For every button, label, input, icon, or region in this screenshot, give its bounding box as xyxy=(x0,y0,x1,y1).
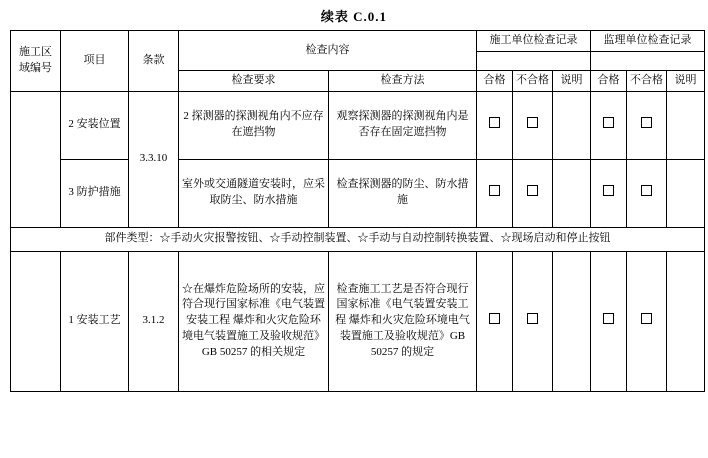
parts-type-row xyxy=(11,227,705,251)
cell-area-no-empty xyxy=(11,91,61,227)
checkbox-construction-pass[interactable] xyxy=(477,251,513,391)
header-item: 项目 xyxy=(61,31,129,92)
cell-clause: 3.3.10 xyxy=(129,91,179,227)
header-method: 检查方法 xyxy=(329,70,477,91)
checkbox-construction-fail[interactable] xyxy=(513,159,553,227)
checkbox-icon[interactable] xyxy=(527,313,538,324)
cell-item: 2 安装位置 xyxy=(61,91,129,159)
checkbox-supervision-pass[interactable] xyxy=(591,251,627,391)
checkbox-supervision-pass[interactable] xyxy=(591,159,627,227)
cell-item: 1 安装工艺 xyxy=(61,251,129,391)
cell-requirement: ☆在爆炸危险场所的安装，应符合现行国家标准《电气装置安装工程 爆炸和火灾危险环境电气装置施工及验收规范》GB 50257 的相关规定 xyxy=(179,251,329,391)
checkbox-icon[interactable] xyxy=(527,185,538,196)
checkbox-icon[interactable] xyxy=(489,313,500,324)
checkbox-icon[interactable] xyxy=(641,185,652,196)
checkbox-construction-pass[interactable] xyxy=(477,91,513,159)
header-supervision-unit-spacer xyxy=(591,51,705,70)
cell-construction-remark[interactable] xyxy=(553,251,591,391)
cell-supervision-remark[interactable] xyxy=(667,251,705,391)
header-requirement: 检查要求 xyxy=(179,70,329,91)
checkbox-icon[interactable] xyxy=(603,313,614,324)
header-construction-fail: 不合格 xyxy=(513,70,553,91)
cell-method: 检查探测器的防尘、防水措施 xyxy=(329,159,477,227)
header-supervision-remark: 说明 xyxy=(667,70,705,91)
header-clause: 条款 xyxy=(129,31,179,92)
table-row xyxy=(11,159,705,227)
table-row xyxy=(11,91,705,159)
checkbox-supervision-fail[interactable] xyxy=(627,251,667,391)
checkbox-construction-fail[interactable] xyxy=(513,251,553,391)
header-construction-pass: 合格 xyxy=(477,70,513,91)
page-title: 续表 C.0.1 xyxy=(320,9,388,24)
cell-method: 检查施工工艺是否符合现行国家标准《电气装置安装工程 爆炸和火灾危险环境电气装置施工及验收规范》GB 50257 的规定 xyxy=(329,251,477,391)
cell-requirement: 2 探测器的探测视角内不应存在遮挡物 xyxy=(179,91,329,159)
checkbox-construction-fail[interactable] xyxy=(513,91,553,159)
header-inspection-content: 检查内容 xyxy=(179,31,477,71)
cell-item: 3 防护措施 xyxy=(61,159,129,227)
table-header-row-1 xyxy=(11,31,705,52)
cell-supervision-remark[interactable] xyxy=(667,159,705,227)
checkbox-supervision-fail[interactable] xyxy=(627,91,667,159)
inspection-table xyxy=(10,30,705,392)
cell-supervision-remark[interactable] xyxy=(667,91,705,159)
checkbox-icon[interactable] xyxy=(489,185,500,196)
checkbox-construction-pass[interactable] xyxy=(477,159,513,227)
header-construction-remark: 说明 xyxy=(553,70,591,91)
parts-type-label: 部件类型：☆手动火灾报警按钮、☆手动控制装置、☆手动与自动控制转换装置、☆现场启动和停止按钮 xyxy=(11,227,705,251)
checkbox-supervision-fail[interactable] xyxy=(627,159,667,227)
header-supervision-pass: 合格 xyxy=(591,70,627,91)
checkbox-icon[interactable] xyxy=(603,117,614,128)
checkbox-icon[interactable] xyxy=(603,185,614,196)
checkbox-icon[interactable] xyxy=(641,117,652,128)
cell-area-no-empty xyxy=(11,251,61,391)
cell-method: 观察探测器的探测视角内是否存在固定遮挡物 xyxy=(329,91,477,159)
cell-requirement: 室外或交通隧道安装时，应采取防尘、防水措施 xyxy=(179,159,329,227)
checkbox-supervision-pass[interactable] xyxy=(591,91,627,159)
header-construction-unit: 施工单位检查记录 xyxy=(477,31,591,52)
header-supervision-fail: 不合格 xyxy=(627,70,667,91)
header-area-no: 施工区域编号 xyxy=(11,31,61,92)
checkbox-icon[interactable] xyxy=(527,117,538,128)
cell-construction-remark[interactable] xyxy=(553,159,591,227)
cell-clause: 3.1.2 xyxy=(129,251,179,391)
table-row xyxy=(11,251,705,391)
header-construction-unit-spacer xyxy=(477,51,591,70)
cell-construction-remark[interactable] xyxy=(553,91,591,159)
checkbox-icon[interactable] xyxy=(641,313,652,324)
header-supervision-unit: 监理单位检查记录 xyxy=(591,31,705,52)
checkbox-icon[interactable] xyxy=(489,117,500,128)
